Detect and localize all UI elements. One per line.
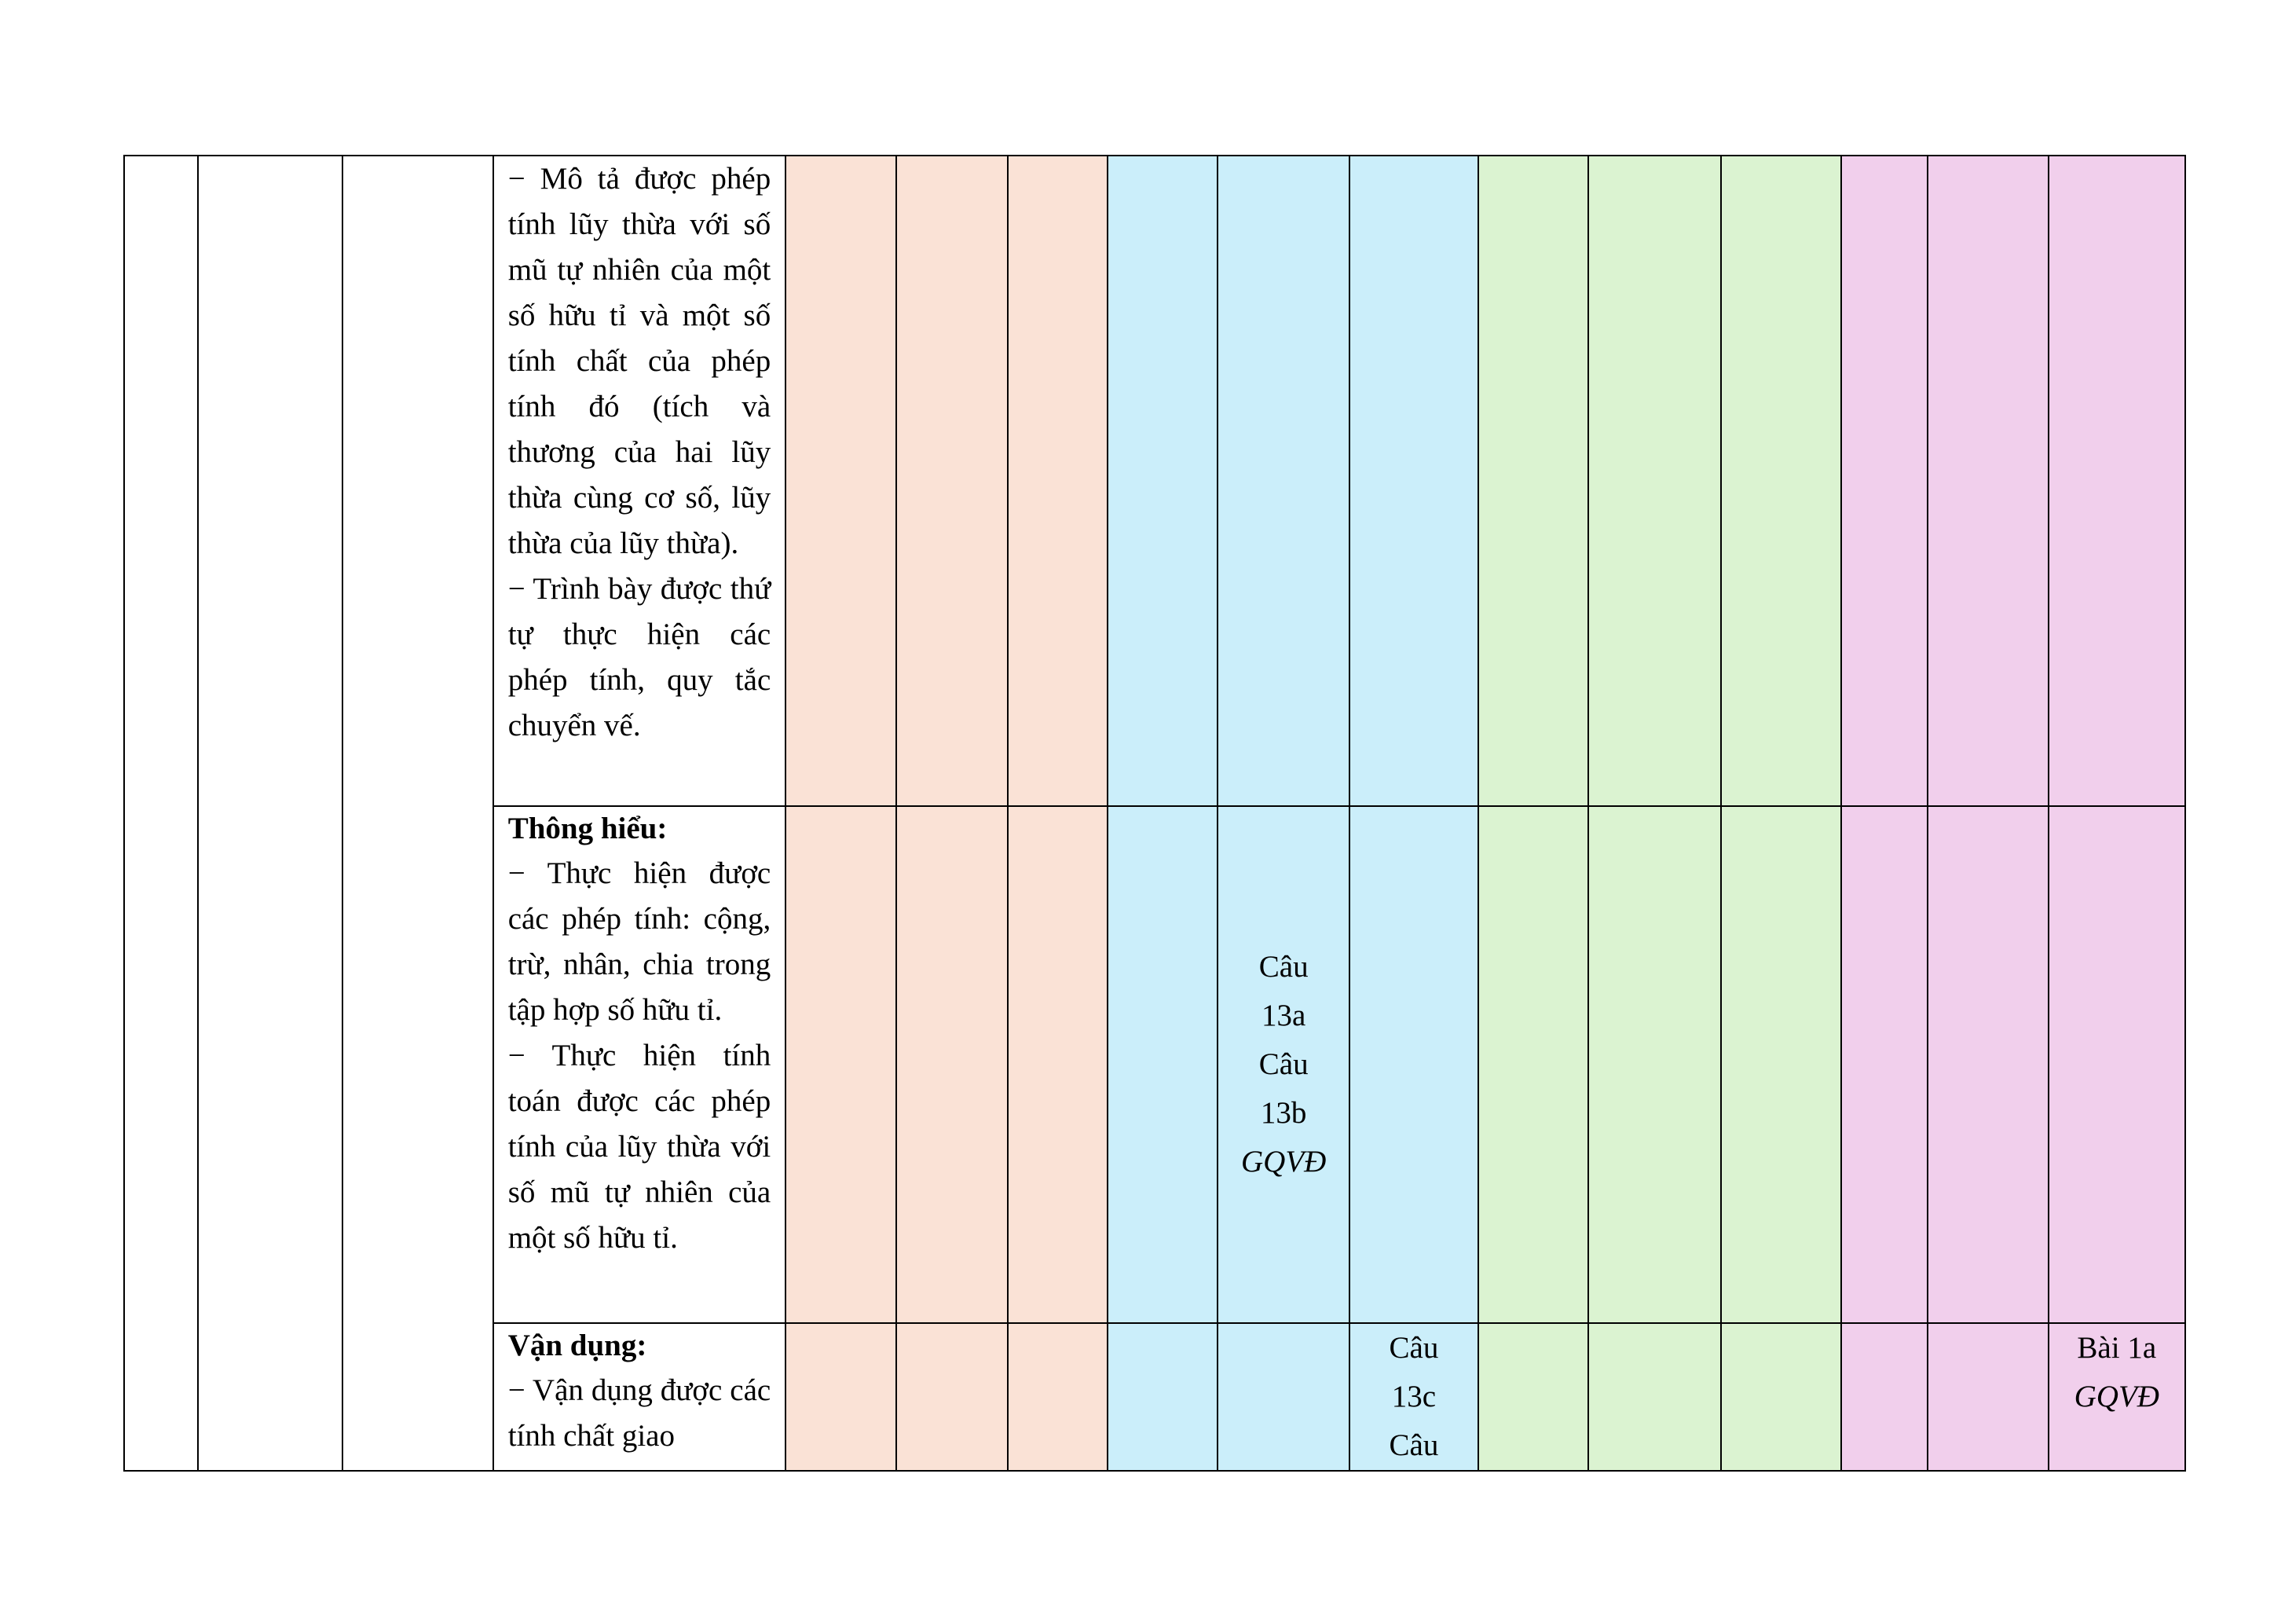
requirement-line: − Thực hiện tính toán được các phép tính của lũy thừa với số mũ tự nhiên của một số hữu tỉ. [507,1039,771,1255]
competency-code: GQVĐ [2074,1380,2159,1413]
level-heading: Thông hiểu: [507,812,668,845]
tnkq-application-cell [1008,806,1108,1323]
competency-code: GQVĐ [1241,1145,1327,1179]
requirement-line: − Mô tả được phép tính lũy thừa với số mũ tự nhiên của một số hữu tỉ và một số tính chất của phép tính đó (tích và thương của hai lũy thừa cùng cơ số, lũy thừa của lũy thừa). [507,162,771,560]
truefalse-application-cell [1349,1323,1478,1471]
level-heading: Vận dụng: [507,1329,647,1362]
assessment-matrix-table [123,155,2186,1472]
essay-recognition-cell [1841,1323,1928,1471]
requirement-line: − Thực hiện được các phép tính: cộng, trừ, nhân, chia trong tập hợp số hữu tỉ. [507,856,771,1027]
question-ref: Câu [1258,1047,1309,1081]
tnkq-recognition-cell [785,806,896,1323]
topic-cell [198,156,342,1471]
essay-recognition-cell [1841,806,1928,1323]
short-answer-recognition-cell [1478,1323,1588,1471]
tnkq-comprehension-cell [896,806,1007,1323]
tnkq-comprehension-cell [896,1323,1007,1471]
truefalse-application-cell [1349,156,1478,806]
truefalse-comprehension-cell [1218,1323,1349,1471]
question-ref: Câu [1258,950,1309,984]
short-answer-recognition-cell [1478,156,1588,806]
truefalse-comprehension-cell [1218,806,1349,1323]
essay-comprehension-cell [1928,156,2048,806]
short-answer-application-cell [1721,156,1841,806]
requirement-line: − Vận dụng được các tính chất giao [507,1373,771,1453]
tnkq-recognition-cell [785,1323,896,1471]
short-answer-comprehension-cell [1588,1323,1721,1471]
tnkq-application-cell [1008,156,1108,806]
essay-application-cell [2049,1323,2185,1471]
requirement-cell-recognition [493,156,786,806]
essay-application-cell [2049,806,2185,1323]
truefalse-recognition-cell [1108,156,1218,806]
matrix-row-recognition [124,156,2185,806]
tnkq-comprehension-cell [896,156,1007,806]
essay-application-cell [2049,156,2185,806]
essay-comprehension-cell [1928,1323,2048,1471]
truefalse-recognition-cell [1108,1323,1218,1471]
tnkq-application-cell [1008,1323,1108,1471]
requirement-line: − Trình bày được thứ tự thực hiện các phép tính, quy tắc chuyển vế. [507,572,771,742]
short-answer-comprehension-cell [1588,156,1721,806]
essay-ref: Bài 1a [2077,1331,2157,1365]
tnkq-recognition-cell [785,156,896,806]
short-answer-application-cell [1721,1323,1841,1471]
requirement-cell-application [493,1323,786,1471]
requirement-cell-comprehension [493,806,786,1323]
question-ref: 13a [1262,999,1306,1032]
question-ref: Câu [1389,1428,1439,1462]
short-answer-comprehension-cell [1588,806,1721,1323]
essay-comprehension-cell [1928,806,2048,1323]
question-ref: 13c [1391,1380,1437,1413]
truefalse-recognition-cell [1108,806,1218,1323]
question-ref: Câu [1389,1331,1439,1365]
question-ref-stack [1218,943,1349,1186]
short-answer-recognition-cell [1478,806,1588,1323]
content-unit-cell [342,156,493,1471]
stt-cell [124,156,198,1471]
question-ref-stack [2049,1324,2184,1421]
question-ref: 13b [1260,1096,1307,1130]
truefalse-application-cell [1349,806,1478,1323]
truefalse-comprehension-cell [1218,156,1349,806]
essay-recognition-cell [1841,156,1928,806]
question-ref-stack [1350,1324,1477,1470]
short-answer-application-cell [1721,806,1841,1323]
